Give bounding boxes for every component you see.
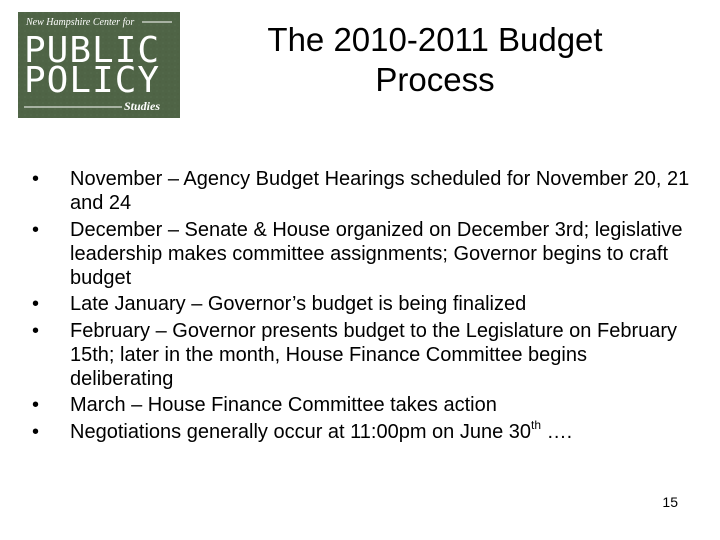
bullet-text: Negotiations generally occur at 11:00pm on June 30 bbox=[70, 420, 532, 443]
bullet-tail: …. bbox=[541, 420, 573, 443]
bullet-item bbox=[30, 393, 690, 417]
bullet-text: December – Senate & House organized on December 3rd; legislative leadership makes committee assignments; Governor begins to craft budget bbox=[70, 218, 683, 289]
logo-graphic bbox=[18, 12, 180, 118]
bullet-icon bbox=[32, 319, 52, 343]
bullet-icon bbox=[32, 292, 52, 316]
logo-line1: PUBLIC bbox=[24, 30, 161, 71]
bullet-superscript: th bbox=[531, 417, 542, 432]
page-number: 15 bbox=[662, 494, 678, 510]
bullet-text: November – Agency Budget Hearings scheduled for November 20, 21 and 24 bbox=[70, 168, 690, 214]
bullet-item bbox=[30, 319, 690, 391]
logo-tagline: New Hampshire Center for bbox=[26, 17, 135, 28]
slide-title bbox=[200, 20, 670, 100]
bullet-icon bbox=[32, 393, 52, 417]
logo-line2: POLICY bbox=[24, 60, 161, 101]
bullet-icon bbox=[32, 167, 52, 191]
logo-line3: Studies bbox=[124, 99, 161, 113]
bullet-icon bbox=[32, 218, 52, 242]
bullet-text: February – Governor presents budget to the Legislature on February 15th; later in the month, House Finance Committee begins deliberating bbox=[70, 319, 678, 390]
bullet-item bbox=[30, 218, 690, 290]
bullet-text: March – House Finance Committee takes action bbox=[70, 394, 497, 416]
bullet-item bbox=[30, 167, 690, 215]
slide-title-line1: The 2010-2011 Budget bbox=[267, 21, 603, 58]
bullet-item bbox=[30, 417, 690, 444]
slide-title-line2: Process bbox=[375, 61, 495, 98]
bullet-list bbox=[30, 167, 690, 446]
public-policy-logo bbox=[18, 12, 180, 118]
bullet-item bbox=[30, 292, 690, 316]
bullet-icon bbox=[32, 420, 52, 444]
bullet-text: Late January – Governor’s budget is being finalized bbox=[70, 293, 527, 315]
